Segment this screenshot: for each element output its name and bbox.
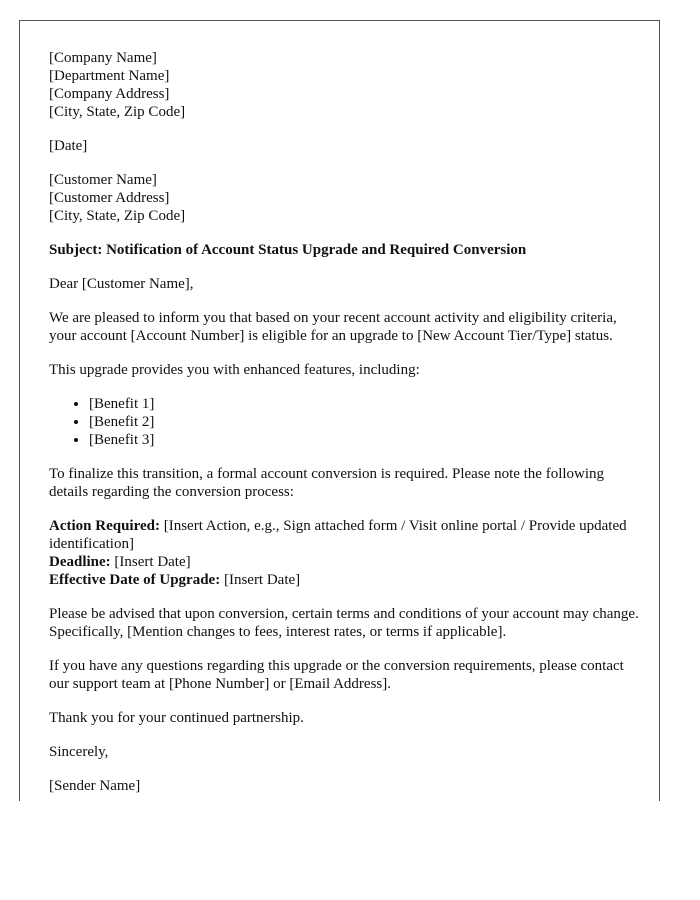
department-name: [Department Name] bbox=[49, 68, 170, 84]
action-required-row bbox=[49, 517, 639, 553]
benefit-item: • [Benefit 2] bbox=[89, 413, 639, 431]
conversion-paragraph: To finalize this transition, a formal account conversion is required. Please note the following details regarding the conversion process: bbox=[49, 466, 605, 500]
recipient-address-block bbox=[49, 171, 639, 225]
action-required-value: [Insert Action, e.g., Sign attached form / Visit online portal / Provide updated identification] bbox=[49, 518, 627, 552]
company-name: [Company Name] bbox=[49, 50, 157, 66]
features-intro: This upgrade provides you with enhanced features, including: bbox=[49, 362, 420, 378]
salutation: Dear [Customer Name], bbox=[49, 276, 194, 292]
action-required-label: Action Required: bbox=[49, 518, 160, 534]
subject-line: Subject: Notification of Account Status Upgrade and Required Conversion bbox=[49, 242, 527, 258]
closing-line: Sincerely, bbox=[49, 744, 109, 760]
thanks-line: Thank you for your continued partnership. bbox=[49, 710, 304, 726]
effective-date-value: [Insert Date] bbox=[220, 572, 301, 588]
deadline-label: Deadline: bbox=[49, 554, 111, 570]
company-address: [Company Address] bbox=[49, 86, 170, 102]
letter-date: [Date] bbox=[49, 138, 88, 154]
terms-paragraph: Please be advised that upon conversion, certain terms and conditions of your account may change. Specifically, [Mention changes to fees, interest rates, or terms if applicable]. bbox=[49, 606, 639, 640]
effective-date-row bbox=[49, 571, 639, 589]
deadline-value: [Insert Date] bbox=[110, 554, 191, 570]
questions-paragraph: If you have any questions regarding this upgrade or the conversion requirements, please contact our support team at [Phone Number] or [Email Address]. bbox=[49, 658, 624, 692]
intro-paragraph: We are pleased to inform you that based on your recent account activity and eligibility criteria, your account [Account Number] is eligible for an upgrade to [New Account Tier/Type] status. bbox=[49, 310, 617, 344]
sender-name: [Sender Name] bbox=[49, 778, 141, 794]
deadline-row bbox=[49, 553, 639, 571]
customer-address: [Customer Address] bbox=[49, 190, 170, 206]
benefit-item: • [Benefit 3] bbox=[89, 431, 639, 449]
benefit-item: • [Benefit 1] bbox=[89, 395, 639, 413]
letter-page bbox=[19, 20, 660, 801]
customer-name: [Customer Name] bbox=[49, 172, 157, 188]
sender-address-block bbox=[49, 49, 639, 121]
customer-city-state-zip: [City, State, Zip Code] bbox=[49, 208, 186, 224]
company-city-state-zip: [City, State, Zip Code] bbox=[49, 104, 186, 120]
conversion-details bbox=[49, 517, 639, 589]
benefits-list bbox=[49, 395, 639, 449]
letter-body bbox=[49, 49, 639, 801]
effective-date-label: Effective Date of Upgrade: bbox=[49, 572, 221, 588]
